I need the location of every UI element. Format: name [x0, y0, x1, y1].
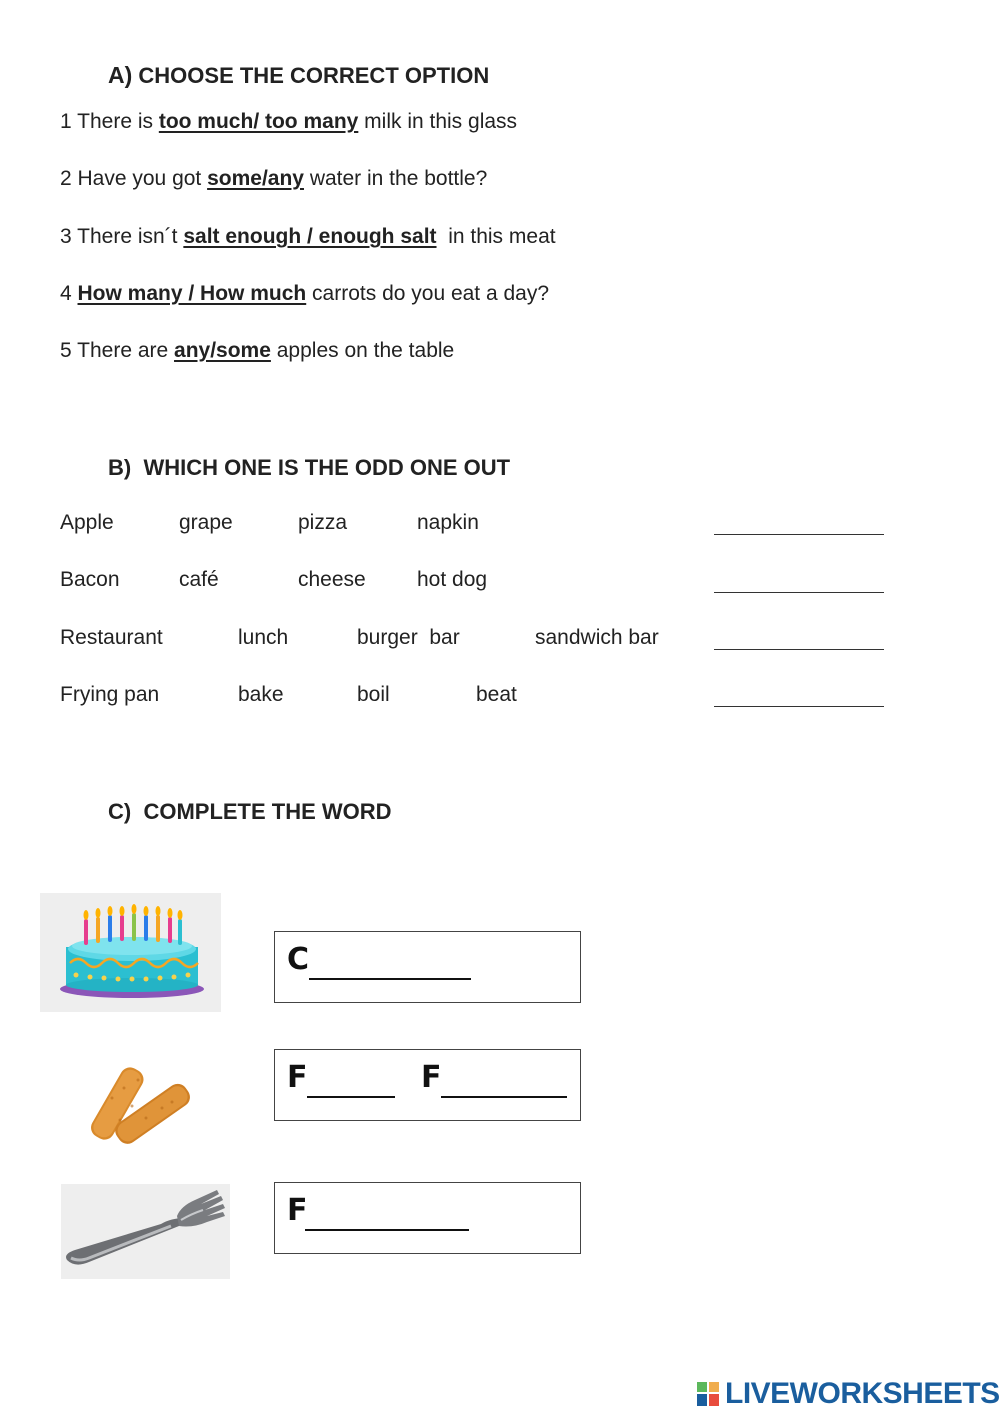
option-choice[interactable]: some/any: [207, 167, 304, 190]
word-blank[interactable]: [441, 1096, 567, 1098]
odd-word: Bacon: [60, 568, 120, 591]
question-2: [60, 167, 487, 191]
starting-letter: C: [287, 942, 310, 977]
odd-word: Restaurant: [60, 626, 163, 649]
logo-text: LIVEWORKSHEETS: [725, 1377, 1000, 1410]
question-text: 3 There isn´t: [60, 225, 184, 248]
question-text: 4: [60, 282, 78, 305]
question-text: carrots do you eat a day?: [306, 282, 550, 305]
odd-word: beat: [476, 683, 517, 706]
odd-word: Frying pan: [60, 683, 160, 706]
odd-word: bake: [238, 683, 284, 706]
question-text: apples on the table: [270, 339, 455, 362]
option-choice[interactable]: any/some: [174, 339, 271, 362]
question-1: [60, 110, 517, 134]
odd-word: lunch: [238, 626, 289, 649]
question-text: 5 There are: [60, 339, 175, 362]
answer-blank[interactable]: [714, 534, 884, 535]
question-text: water in the bottle?: [303, 167, 488, 190]
question-3: [60, 225, 556, 249]
section-a-letter: A): [108, 62, 133, 88]
question-4: [60, 282, 549, 306]
complete-word-box-cake[interactable]: [274, 931, 581, 1003]
section-b-title: B) WHICH ONE IS THE ODD ONE OUT: [108, 455, 511, 480]
answer-blank[interactable]: [714, 649, 884, 650]
question-5: [60, 339, 454, 363]
odd-word: napkin: [417, 511, 479, 534]
section-a-heading: [108, 62, 489, 89]
question-text: in this meat: [436, 225, 556, 248]
fish-fingers-icon: [72, 1058, 202, 1150]
odd-word: hot dog: [417, 568, 488, 591]
odd-word: grape: [179, 511, 233, 534]
section-c-title: C) COMPLETE THE WORD: [108, 799, 392, 824]
complete-word-box-fish-fingers[interactable]: [274, 1049, 581, 1121]
birthday-cake-icon: [40, 893, 221, 1012]
question-text: 1 There is: [60, 110, 159, 133]
answer-blank[interactable]: [714, 592, 884, 593]
odd-word: sandwich bar: [535, 626, 659, 649]
odd-word: burger bar: [357, 626, 460, 649]
odd-word: pizza: [298, 511, 348, 534]
odd-word: boil: [357, 683, 390, 706]
starting-letter: F: [421, 1060, 442, 1095]
answer-blank[interactable]: [714, 706, 884, 707]
option-choice[interactable]: How many / How much: [77, 282, 307, 305]
logo-mark-icon: [697, 1380, 721, 1408]
section-a-title: CHOOSE THE CORRECT OPTION: [138, 63, 490, 88]
option-choice[interactable]: salt enough / enough salt: [183, 225, 437, 248]
word-blank[interactable]: [305, 1229, 469, 1231]
odd-word: Apple: [60, 511, 114, 534]
complete-word-box-fork[interactable]: [274, 1182, 581, 1254]
fork-icon: [61, 1184, 230, 1279]
odd-word: cheese: [298, 568, 366, 591]
question-text: milk in this glass: [358, 110, 518, 133]
starting-letter: F: [287, 1060, 308, 1095]
word-blank[interactable]: [309, 978, 471, 980]
word-blank[interactable]: [307, 1096, 395, 1098]
option-choice[interactable]: too much/ too many: [158, 110, 359, 133]
question-text: 2 Have you got: [60, 167, 208, 190]
starting-letter: F: [287, 1193, 308, 1228]
liveworksheets-logo: [697, 1377, 1000, 1411]
odd-word: café: [179, 568, 219, 591]
